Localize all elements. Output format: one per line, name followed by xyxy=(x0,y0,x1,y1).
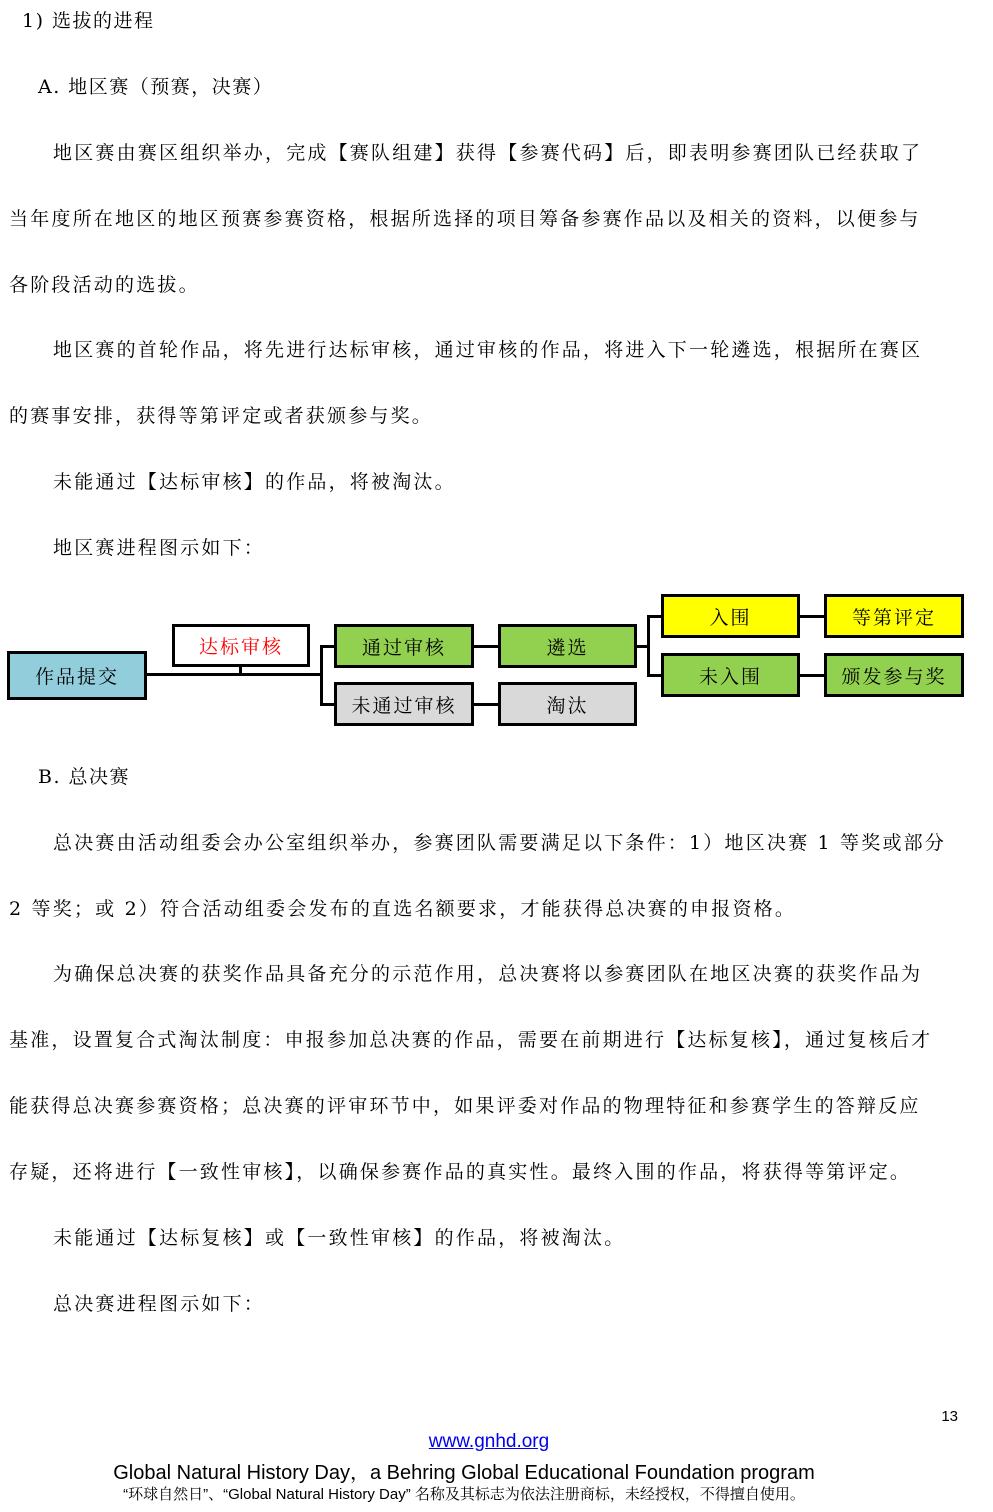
eliminate-box: 淘汰 xyxy=(498,682,637,726)
check-box: 达标审核 xyxy=(172,624,310,667)
paragraph-line: 总决赛由活动组委会办公室组织举办，参赛团队需要满足以下条件：1）地区决赛 1 等奖或部分 xyxy=(53,832,947,854)
rank-box: 等第评定 xyxy=(824,594,964,638)
subsection-a-heading: A. 地区赛（预赛，决赛） xyxy=(38,76,274,98)
paragraph-line: 能获得总决赛参赛资格；总决赛的评审环节中，如果评委对作品的物理特征和参赛学生的答辩反应 xyxy=(9,1095,921,1117)
paragraph-line: 未能通过【达标复核】或【一致性审核】的作品，将被淘汰。 xyxy=(53,1227,626,1249)
paragraph-line: 地区赛由赛区组织举办，完成【赛队组建】获得【参赛代码】后，即表明参赛团队已经获取了 xyxy=(53,142,923,164)
connector xyxy=(146,673,322,676)
shortlist-box: 入围 xyxy=(661,594,800,638)
paragraph-line: 基准，设置复合式淘汰制度：申报参加总决赛的作品，需要在前期进行【达标复核】，通过复核后才 xyxy=(9,1029,933,1051)
paragraph-line: 地区赛进程图示如下： xyxy=(53,537,266,559)
section-heading: 1) 选拔的进程 xyxy=(22,10,155,32)
paragraph-line: 2 等奖；或 2）符合活动组委会发布的直选名额要求，才能获得总决赛的申报资格。 xyxy=(9,898,797,920)
connector xyxy=(472,645,500,648)
connector xyxy=(798,674,826,677)
pass-box: 通过审核 xyxy=(334,624,474,668)
page-number: 13 xyxy=(941,1408,958,1425)
subsection-b-heading: B. 总决赛 xyxy=(38,766,131,788)
website-link[interactable]: www.gnhd.org xyxy=(428,1431,550,1452)
connector xyxy=(798,615,826,618)
connector xyxy=(472,703,500,706)
paragraph-line: 为确保总决赛的获奖作品具备充分的示范作用，总决赛将以参赛团队在地区决赛的获奖作品为 xyxy=(53,963,923,985)
not-shortlist-box: 未入围 xyxy=(661,653,800,697)
award-box: 颁发参与奖 xyxy=(824,653,964,697)
fail-box: 未通过审核 xyxy=(334,682,474,726)
connector xyxy=(647,615,650,676)
paragraph-line: 各阶段活动的选拔。 xyxy=(9,274,200,296)
paragraph-line: 当年度所在地区的地区预赛参赛资格，根据所选择的项目筹备参赛作品以及相关的资料，以便参与 xyxy=(9,208,921,230)
paragraph-line: 未能通过【达标审核】的作品，将被淘汰。 xyxy=(53,471,456,493)
footer-trademark-note: “环球自然日”、“Global Natural History Day” 名称及其标志为依法注册商标，未经授权，不得擅自使用。 xyxy=(123,1486,805,1503)
footer-organization: Global Natural History Day，a Behring Global Educational Foundation program xyxy=(113,1462,815,1484)
paragraph-line: 总决赛进程图示如下： xyxy=(53,1293,266,1315)
submit-box: 作品提交 xyxy=(7,651,147,700)
connector xyxy=(320,645,323,705)
select-box: 遴选 xyxy=(498,624,637,668)
paragraph-line: 的赛事安排，获得等第评定或者获颁参与奖。 xyxy=(9,405,434,427)
paragraph-line: 存疑，还将进行【一致性审核】，以确保参赛作品的真实性。最终入围的作品，将获得等第评定。 xyxy=(9,1161,912,1183)
paragraph-line: 地区赛的首轮作品，将先进行达标审核，通过审核的作品，将进入下一轮遴选，根据所在赛区 xyxy=(53,339,923,361)
